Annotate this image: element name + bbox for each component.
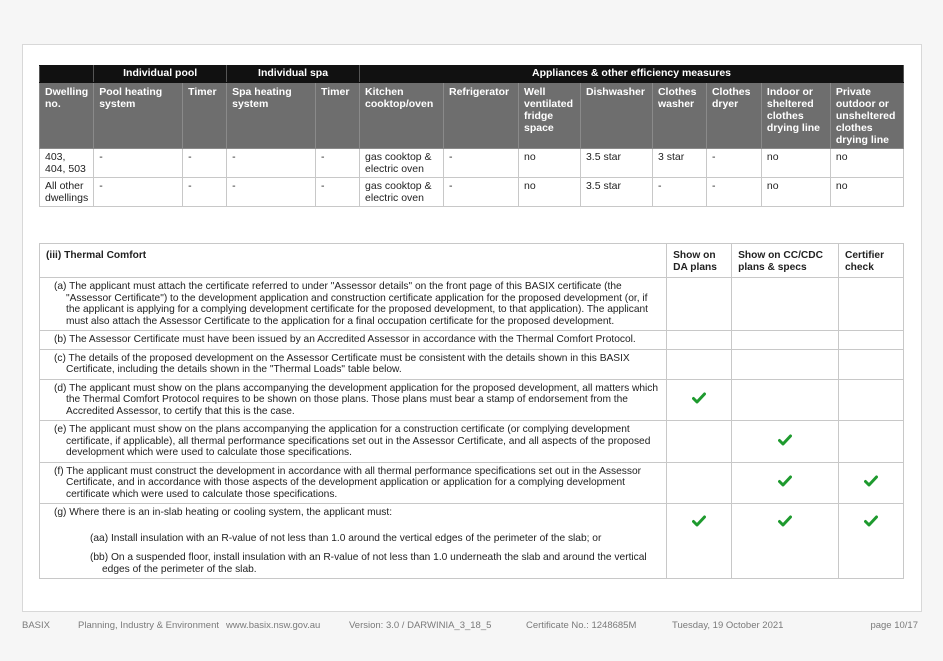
- document-page: [22, 44, 922, 612]
- table-cell: 3 star: [652, 149, 706, 178]
- requirement-text: (a) The applicant must attach the certificate referred to under "Assessor details" on the front page of this BASIX certificate (the "Assessor Certificate") to the development application and construction certificate application for the proposed development (or, if the applicant is applying for a complying development certificate for the proposed development, to that application). The applicant must also attach the Assessor Certificate to the application for a final occupation certificate for the proposed development.: [40, 278, 667, 331]
- column-header: Refrigerator: [444, 83, 519, 149]
- footer-department: Planning, Industry & Environment: [78, 620, 219, 631]
- table-cell: no: [518, 178, 580, 207]
- table-cell: -: [652, 178, 706, 207]
- table-row: [40, 379, 904, 421]
- column-header-certifier: Certifier check: [839, 244, 904, 278]
- table-cell: -: [316, 149, 360, 178]
- footer-certificate: Certificate No.: 1248685M: [526, 620, 637, 631]
- table-cell: -: [183, 149, 227, 178]
- column-header: Clothes dryer: [706, 83, 761, 149]
- footer-basix: BASIX: [22, 620, 50, 631]
- page-footer: [22, 620, 920, 634]
- column-header: Pool heating system: [94, 83, 183, 149]
- table-cell: no: [518, 149, 580, 178]
- checkmark-icon: [692, 514, 706, 528]
- checkmark-icon: [864, 514, 878, 528]
- requirement-text: (b) The Assessor Certificate must have been issued by an Accredited Assessor in accordance with the Thermal Comfort Protocol.: [40, 331, 667, 350]
- table-cell: -: [444, 149, 519, 178]
- table-cell: -: [706, 178, 761, 207]
- appliances-table: [39, 65, 904, 207]
- group-header-appliances: Appliances & other efficiency measures: [360, 66, 904, 83]
- checkmark-icon: [778, 474, 792, 488]
- table-cell: All other dwellings: [40, 178, 94, 207]
- checkmark-icon: [778, 514, 792, 528]
- requirement-text: (e) The applicant must show on the plans accompanying the application for a construction certificate (or complying development certificate, if applicable), all thermal performance specifications set out in the Assessor Certificate, and all aspects of the proposed development which were used to calculate those specifications.: [40, 421, 667, 463]
- checkmark-icon: [692, 391, 706, 405]
- footer-page-number: page 10/17: [870, 620, 918, 631]
- table-cell: -: [706, 149, 761, 178]
- table-row: [40, 178, 904, 207]
- column-header: Private outdoor or unsheltered clothes drying line: [830, 83, 903, 149]
- section-title: (iii) Thermal Comfort: [40, 244, 667, 278]
- table-cell: 3.5 star: [580, 178, 652, 207]
- table-cell: -: [444, 178, 519, 207]
- table-row: [40, 149, 904, 178]
- table-cell: -: [316, 178, 360, 207]
- thermal-comfort-table: [39, 243, 904, 579]
- table-row: [40, 349, 904, 379]
- column-header: Timer: [183, 83, 227, 149]
- column-header: Clothes washer: [652, 83, 706, 149]
- table-cell: -: [183, 178, 227, 207]
- table-cell: gas cooktop & electric oven: [360, 149, 444, 178]
- checkmark-icon: [778, 433, 792, 447]
- group-header-blank: [40, 66, 94, 83]
- table-row: [40, 331, 904, 350]
- requirement-text: (c) The details of the proposed development on the Assessor Certificate must be consistent with the details shown in this BASIX Certificate, including the details shown in the "Thermal Loads" table below.: [40, 349, 667, 379]
- table-cell: -: [227, 178, 316, 207]
- sub-requirement: (bb) On a suspended floor, install insulation with an R-value of not less than 1.0 underneath the slab and around the vertical edges of the perimeter of the slab.: [90, 552, 647, 575]
- column-header: Spa heating system: [227, 83, 316, 149]
- table-cell: 3.5 star: [580, 149, 652, 178]
- table-row: [40, 504, 904, 579]
- table-cell: -: [94, 178, 183, 207]
- column-header: Well ventilated fridge space: [518, 83, 580, 149]
- table-cell: no: [761, 178, 830, 207]
- requirement-text: (g) Where there is an in-slab heating or cooling system, the applicant must: (aa) Install insulation with an R-value of not less than 1.0 around the vertical edges of the perimeter of the slab; or (bb) On a suspended floor, install insulation with an R-value of not less than 1.0 underneath the slab and around the vertical edges of the perimeter of the slab.: [40, 504, 667, 579]
- table-cell: -: [227, 149, 316, 178]
- column-header: Dwelling no.: [40, 83, 94, 149]
- column-header: Indoor or sheltered clothes drying line: [761, 83, 830, 149]
- table-cell: 403, 404, 503: [40, 149, 94, 178]
- footer-url[interactable]: www.basix.nsw.gov.au: [226, 620, 321, 631]
- sub-requirement: (aa) Install insulation with an R-value of not less than 1.0 around the vertical edges of the perimeter of the slab; or: [90, 532, 602, 544]
- footer-version: Version: 3.0 / DARWINIA_3_18_5: [349, 620, 492, 631]
- table-row: [40, 421, 904, 463]
- table-row: [40, 462, 904, 504]
- column-header: Timer: [316, 83, 360, 149]
- table-cell: no: [761, 149, 830, 178]
- table-cell: no: [830, 178, 903, 207]
- requirement-text: (d) The applicant must show on the plans accompanying the development application for the proposed development, all matters which the Thermal Comfort Protocol requires to be shown on those plans. Those plans must bear a stamp of endorsement from the Accredited Assessor, to certify that this is the case.: [40, 379, 667, 421]
- table-cell: gas cooktop & electric oven: [360, 178, 444, 207]
- table-cell: no: [830, 149, 903, 178]
- footer-date: Tuesday, 19 October 2021: [672, 620, 784, 631]
- requirement-text: (f) The applicant must construct the development in accordance with all thermal performance specifications set out in the Assessor Certificate, and in accordance with those aspects of the development application or application for a complying development certificate which were used to calculate those specifications.: [40, 462, 667, 504]
- column-header-cc: Show on CC/CDC plans & specs: [732, 244, 839, 278]
- column-header: Kitchen cooktop/oven: [360, 83, 444, 149]
- table-row: [40, 278, 904, 331]
- checkmark-icon: [864, 474, 878, 488]
- column-header: Dishwasher: [580, 83, 652, 149]
- column-header-da: Show on DA plans: [667, 244, 732, 278]
- table-cell: -: [94, 149, 183, 178]
- group-header-spa: Individual spa: [227, 66, 360, 83]
- group-header-pool: Individual pool: [94, 66, 227, 83]
